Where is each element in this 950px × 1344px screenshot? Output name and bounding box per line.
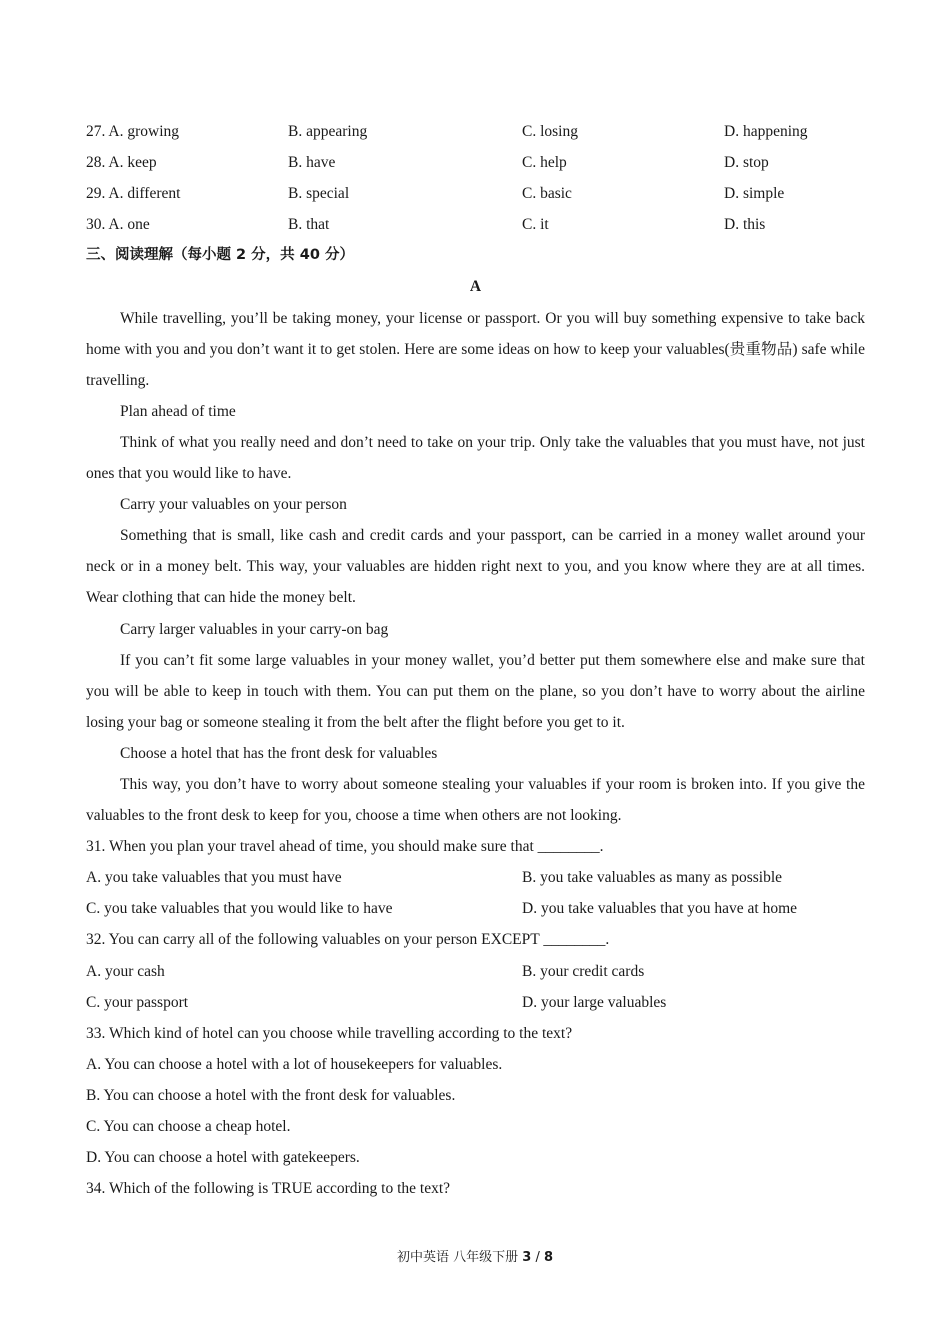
cloze-options-row [86, 178, 865, 209]
passage-paragraph: Think of what you really need and don’t need to take on your trip. Only take the valuables that you must have, not just ones that you would like to have. [86, 433, 865, 483]
passage-label: A [469, 278, 482, 296]
option-a: 27. A. growing [86, 123, 179, 140]
option-c: C. you take valuables that you would like to have [86, 900, 393, 918]
question-options-row [86, 862, 865, 893]
page-number-current: 3 [522, 1250, 532, 1265]
option-a: 28. A. keep [86, 154, 157, 172]
footer-subject: 初中英语 八年级下册 [396, 1250, 519, 1265]
passage-paragraph: If you can’t fit some large valuables in your money wallet, you’d better put them somewhere else and make sure that you will be able to keep in touch with them. You can put them on the plane, so you don’t have to worry about the airline losing your bag or someone stealing it from the belt after the flight before you get to it. [86, 651, 865, 731]
option-c: C. your passport [86, 993, 189, 1011]
option-b: B. that [288, 216, 330, 234]
option-b: B. special [288, 185, 350, 203]
question-stem: 31. When you plan your travel ahead of time, you should make sure that ________. [86, 838, 604, 856]
option-d: D. your large valuables [522, 993, 667, 1011]
passage-subheading: Plan ahead of time [120, 402, 236, 420]
option-a: A. You can choose a hotel with a lot of housekeepers for valuables. [86, 1055, 503, 1073]
passage-intro: While travelling, you’ll be taking money, your license or passport. Or you will buy something expensive to take back home with you and you don’t want it to get stolen. Here are some ideas on how to keep your valuables(贵重物品) safe while travelling. [86, 309, 865, 389]
option-c: C. You can choose a cheap hotel. [86, 1118, 291, 1135]
option-b: B. have [288, 154, 336, 172]
question-stem: 32. You can carry all of the following valuables on your person EXCEPT ________. [86, 931, 610, 949]
cloze-options-row [86, 209, 865, 240]
option-c: C. basic [522, 185, 572, 203]
option-a: 29. A. different [86, 185, 181, 203]
option-d: D. stop [724, 154, 769, 172]
option-a: A. your cash [86, 962, 165, 980]
cloze-options-row [86, 116, 865, 147]
passage-paragraph: This way, you don’t have to worry about someone stealing your valuables if your room is broken into. If you give the valuables to the front desk to keep for you, choose a time when others are not looking. [86, 775, 865, 825]
page-footer [0, 1246, 950, 1265]
option-c: C. losing [522, 123, 578, 140]
passage-subheading: Carry your valuables on your person [120, 496, 347, 514]
option-d: D. You can choose a hotel with gatekeepers. [86, 1149, 360, 1167]
option-c: C. help [522, 154, 567, 172]
option-d: D. you take valuables that you have at home [522, 900, 798, 918]
option-a: A. you take valuables that you must have [86, 869, 342, 887]
page-number-total: 8 [543, 1250, 554, 1265]
passage-subheading: Carry larger valuables in your carry-on bag [120, 620, 389, 638]
page-content [86, 116, 865, 1204]
question-stem: 33. Which kind of hotel can you choose while travelling according to the text? [86, 1024, 573, 1042]
option-a: 30. A. one [86, 216, 150, 234]
option-d: D. simple [724, 185, 785, 203]
page-number-separator: / [531, 1250, 544, 1265]
option-c: C. it [522, 216, 549, 234]
passage-subheading: Choose a hotel that has the front desk for valuables [120, 744, 438, 762]
option-d: D. this [724, 216, 766, 234]
option-b: B. You can choose a hotel with the front desk for valuables. [86, 1086, 456, 1104]
section-title: 三、阅读理解（每小题 2 分，共 40 分） [86, 247, 354, 264]
question-options-row [86, 893, 865, 924]
option-d: D. happening [724, 123, 808, 140]
option-b: B. you take valuables as many as possible [522, 869, 783, 887]
question-options-row [86, 987, 865, 1018]
option-b: B. your credit cards [522, 962, 645, 980]
question-stem: 34. Which of the following is TRUE according to the text? [86, 1180, 451, 1198]
question-options-row [86, 956, 865, 987]
option-b: B. appearing [288, 123, 368, 140]
cloze-options-row [86, 147, 865, 178]
passage-paragraph: Something that is small, like cash and credit cards and your passport, can be carried in a money wallet around your neck or in a money belt. This way, your valuables are hidden right next to you, and you know where they are at all times. Wear clothing that can hide the money belt. [86, 527, 865, 607]
